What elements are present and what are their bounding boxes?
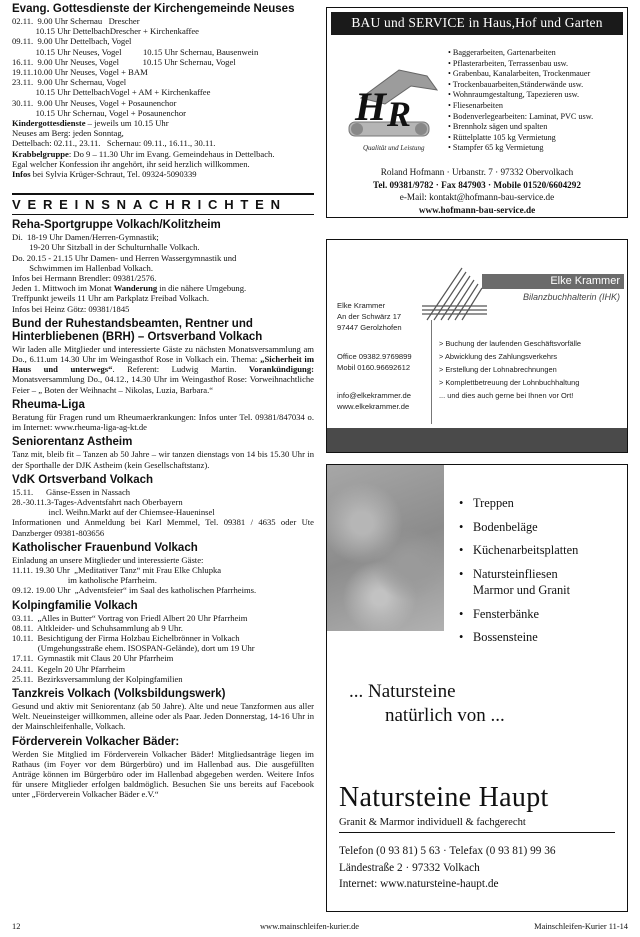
schedule-line: 02.11. 9.00 Uhr Schernau Drescher (12, 16, 140, 26)
krabbel-text: : Do 9 – 11.30 Uhr im Evang. Gemeindehaus in Dettelbach. (68, 148, 275, 159)
hofmann-website[interactable]: www.hofmann-bau-service.de (418, 204, 536, 215)
krammer-website[interactable]: www.elkekrammer.de (337, 402, 410, 411)
krammer-web (337, 390, 411, 412)
item-label: Fensterbänke (473, 606, 540, 621)
krammer-address (337, 300, 402, 333)
natursteine-slogan (349, 680, 505, 728)
svg-text:H: H (355, 84, 387, 129)
berg-line: Neuses am Berg: jeden Sonntag, (12, 128, 124, 139)
krammer-logo-icon (422, 262, 487, 322)
tanzkreis-text: Gesund und aktiv mit Seniorentanz (ab 50 Jahre). Alte und neue Tanzformen aus aller Welt. Neueinsteiger willkommen, alleine oder als Paar. Jeden Donnerstag, 14-16 Uhr in der Mainschleifenhalle, Volkach. (12, 700, 314, 732)
footer-issue: Mainschleifen-Kurier 11-14 (534, 922, 628, 931)
reha-line: Schwimmen im Hallenbad Volkach. (12, 262, 153, 273)
vdk-title: VdK Ortsverband Volkach (12, 473, 154, 486)
section-divider (12, 214, 314, 215)
divider (431, 320, 432, 424)
reha-wanderung-line (12, 283, 314, 293)
section-divider (12, 193, 314, 195)
infos-line (12, 169, 314, 179)
natursteine-contact (339, 843, 556, 893)
krammer-phones (337, 351, 412, 373)
senioren-section (12, 436, 314, 469)
kolping-line: (Umgehungsstraße ehem. ISOSPAN-Gelände), dort um 19 Uhr (12, 643, 255, 654)
natursteine-brand: Natursteine Haupt (339, 782, 549, 813)
kinder-label: Kindergottesdienste (12, 118, 86, 129)
schedule-line: 23.11. 9.00 Uhr Schernau, Vogel (12, 77, 127, 88)
reha-section (12, 219, 314, 314)
brh-title: Bund der Ruhestandsbeamten, Rentner und (12, 317, 253, 330)
rheuma-title: Rheuma-Liga (12, 398, 85, 411)
hofmann-ad (326, 7, 628, 218)
item-label: Bossensteine (473, 630, 538, 644)
hofmann-ad-header: BAU und SERVICE in Haus,Hof und Garten (331, 12, 623, 35)
item-label: Marmor und Granit (473, 583, 571, 597)
kolping-line: 17.11. Gymnastik mit Claus 20 Uhr Pfarrheim (12, 653, 174, 664)
schedule-line: 10.15 Uhr Neuses, Vogel 10.15 Uhr Schernau, Bausenwein (12, 46, 259, 57)
footer-url[interactable]: www.mainschleifen-kurier.de (260, 922, 359, 931)
rheuma-section (12, 399, 314, 432)
vorankuendigung-bold: Vorankündigung: (248, 364, 314, 375)
berg-line: Dettelbach: 02.11., 23.11. Schernau: 09.11., 16.11., 30.11. (12, 138, 216, 149)
brh-paragraph (12, 344, 314, 395)
foerderverein-title: Förderverein Volkacher Bäder: (12, 735, 180, 748)
item-label: Natursteinfliesen (473, 566, 558, 581)
gottesdienste-title: Evang. Gottesdienste der Kirchengemeinde Neuses (12, 3, 295, 15)
frauenbund-line: 11.11. 19.30 Uhr „Meditativer Tanz“ mit Frau Elke Chlupka (12, 564, 222, 575)
tanzkreis-title: Tanzkreis Volkach (Volksbildungswerk) (12, 687, 226, 700)
text-span: in die nähere Umgebung. (157, 283, 247, 294)
list-item: • Pflasterarbeiten, Terrassenbau usw. (448, 59, 593, 70)
kolping-line: 08.11. Altkleider- und Schuhsammlung ab 9 Uhr. (12, 622, 183, 633)
reha-title: Reha-Sportgruppe Volkach/Kolitzheim (12, 219, 221, 232)
vdk-text: Informationen und Anmeldung bei Karl Memmel, Tel. 09381 / 4635 oder Ute Danzberger 09381-803656 (12, 517, 314, 538)
address-line: Elke Krammer (337, 301, 386, 310)
gottesdienste-section (12, 3, 314, 179)
list-item: • Rüttelplatte 105 kg Vermietung (448, 133, 593, 144)
address-line: 97447 Gerolzhofen (337, 323, 402, 332)
frauenbund-line: im katholische Pfarrheim. (12, 575, 157, 586)
contact-line: Ländestraße 2 · 97332 Volkach (339, 861, 480, 874)
list-item: > Komplettbetreuung der Lohnbuchhaltung (439, 378, 580, 387)
left-column (12, 3, 314, 800)
thema-bold: „Sicherheit im Haus und unterwegs“ (12, 354, 314, 375)
vdk-section (12, 474, 314, 538)
reha-line: Treffpunkt jeweils 11 Uhr am Parkplatz Freibad Volkach. (12, 293, 209, 304)
divider (339, 832, 615, 833)
vereinsnachrichten-heading: VEREINSNACHRICHTEN (12, 197, 287, 213)
foerderverein-text: Werden Sie Mitglied im Förderverein Volkacher Bäder! Mitgliedsanträge liegen im Rathaus (im Foyer vor dem Bürgerbüro) und im Hallenbad aus. Die ausgefüllten Anträge können im Bürgerbüro oder im Hallenbad abgegeben werden. Weitere Infos für unsere Mitglieder erfolgen baldmöglich. Besuchen Sie uns bereits auf Facebook unter „Förderverein Volkacher Bäder e.V.“ (12, 748, 314, 800)
egal-line: Egal welcher Konfession ihr angehört, ihr seid herzlich willkommen. (12, 158, 250, 169)
reha-line: Do. 20.15 - 21.15 Uhr Damen- und Herren Wassergymnastik und (12, 252, 237, 263)
list-item: • Wohnraumgestaltung, Tapezieren usw. (448, 90, 593, 101)
item-label: Treppen (473, 496, 514, 510)
natursteine-subtitle: Granit & Marmor individuell & fachgerecht (339, 817, 526, 828)
kolping-line: 03.11. „Alles in Butter“ Vortrag von Friedl Albert 20 Uhr Pfarrheim (12, 612, 248, 623)
gottesdienste-schedule (12, 16, 314, 118)
page-number: 12 (12, 922, 21, 931)
list-item: • Bodenbeläge (459, 519, 538, 534)
list-item: • Brennholz sägen und spalten (448, 122, 593, 133)
foerderverein-section (12, 736, 314, 800)
kolping-title: Kolpingfamilie Volkach (12, 599, 138, 612)
infos-label: Infos (12, 169, 31, 180)
kolping-line: 10.11. Besichtigung der Firma Holzbau Eichelbrönner in Volkach (12, 632, 240, 643)
list-item: ... und dies auch gerne bei Ihnen vor Ort! (439, 391, 574, 400)
list-item: • Fensterbänke (459, 606, 540, 621)
phone-line: Office 09382.9769899 (337, 352, 412, 361)
krabbel-label: Krabbelgruppe (12, 148, 69, 159)
schedule-line: 09.11. 9.00 Uhr Dettelbach, Vogel (12, 36, 132, 47)
address-line: An der Schwärz 17 (337, 312, 402, 321)
reha-line: Di. 18-19 Uhr Damen/Herren-Gymnastik; (12, 232, 159, 243)
list-item: • Grabenbau, Kanalarbeiten, Trockenmauer (448, 69, 593, 80)
frauenbund-title: Katholischer Frauenbund Volkach (12, 541, 198, 554)
text-span: Referent: Ludwig Martin. (127, 364, 249, 375)
kolping-line: 25.11. Bezirksversammlung der Kolpingfamilien (12, 673, 183, 684)
reha-line: Infos bei Hermann Brendler: 09381/2576. (12, 273, 157, 284)
krammer-name-bar: Elke Krammer (482, 274, 624, 289)
kolping-line: 24.11. Kegeln 20 Uhr Pfarrheim (12, 663, 126, 674)
brh-section (12, 318, 314, 395)
natursteine-ad (326, 464, 628, 912)
list-item: • Fliesenarbeiten (448, 101, 593, 112)
tanzkreis-section (12, 688, 314, 732)
natursteine-website[interactable]: Internet: www.natursteine-haupt.de (339, 878, 499, 890)
slogan-line: ... Natursteine (349, 681, 456, 702)
vdk-line: 15.11. Gänse-Essen in Nassach (12, 486, 131, 497)
krammer-ad (326, 239, 628, 453)
frauenbund-line: Einladung an unsere Mitglieder und interessierte Gäste: (12, 554, 204, 565)
krabbel-line (12, 149, 314, 159)
list-item: • Treppen (459, 496, 514, 510)
krammer-bottom-bar (327, 428, 627, 452)
hofmann-address: Roland Hofmann · Urbanstr. 7 · 97332 Obervolkach (380, 167, 574, 177)
list-item: • Bossensteine (459, 630, 538, 644)
frauenbund-line: 09.12. 19.00 Uhr „Adventsfeier“ im Saal des katholischen Pfarrheims. (12, 585, 257, 596)
kinder-line (12, 118, 314, 128)
list-item: • Natursteinfliesen Marmor und Granit (459, 566, 571, 597)
hofmann-logo (341, 64, 445, 156)
hofmann-services-list (448, 48, 593, 154)
krammer-title: Bilanzbuchhalterin (IHK) (522, 292, 620, 302)
kinder-text: – jeweils um 10.15 Uhr (85, 118, 169, 129)
text-span: Wir laden alle Mitglieder und interessierte Gäste zu nächsten Monatsversammlung am Do., 6.11.um 14.30 Uhr im Weingasthof Rose in Volkach ein. Thema: (12, 343, 314, 365)
schedule-line: 16.11. 9.00 Uhr Neuses, Vogel 10.15 Uhr Schernau, Vogel (12, 56, 236, 67)
list-item: • Baggerarbeiten, Gartenarbeiten (448, 48, 593, 59)
rheuma-text: Beratung für Fragen rund um Rheumaerkrankungen: Infos unter Tel. 09381/847034 o. im Internet: www.rheuma-liga-ag-kt.de (12, 411, 314, 433)
contact-line: Telefon (0 93 81) 5 63 · Telefax (0 93 81) 99 36 (339, 845, 556, 857)
frauenbund-section (12, 542, 314, 596)
reha-line: Infos bei Heinz Götz: 09381/1845 (12, 303, 130, 314)
senioren-title: Seniorentanz Astheim (12, 436, 133, 449)
wanderung-bold: Wanderung (113, 283, 158, 294)
schedule-line: 19.11.10.00 Uhr Neuses, Vogel + BAM (12, 67, 148, 78)
text-span: . (112, 364, 115, 375)
schedule-line: 10.15 Uhr DettelbachVogel + AM + Kirchenkaffee (12, 87, 211, 98)
list-item: • Stampfer 65 kg Vermietung (448, 143, 593, 154)
senioren-text: Tanz mit, bleib fit – Tanzen ab 50 Jahre – wir tanzen dienstags von 14 bis 15.30 Uhr in der Sporthalle der DJK Astheim (kein Gesellschaftstanz). (12, 449, 314, 470)
schedule-line: 10.15 Uhr DettelbachDrescher + Kirchenkaffee (12, 26, 199, 37)
stone-texture-image (327, 465, 444, 631)
vdk-line: 28.-30.11.3-Tages-Adventsfahrt nach Oberbayern (12, 496, 183, 507)
text-span: Jeden 1. Mittwoch im Monat (12, 283, 114, 294)
list-item: > Buchung der laufenden Geschäftsvorfälle (439, 339, 581, 348)
svg-text:R: R (387, 94, 412, 134)
slogan-line: natürlich von ... (385, 705, 505, 726)
list-item: • Küchenarbeitsplatten (459, 543, 579, 557)
schedule-line: 30.11. 9.00 Uhr Neuses, Vogel + Posaunenchor (12, 97, 177, 108)
hofmann-email[interactable]: e-Mail: kontakt@hofmann-bau-service.de (399, 192, 555, 203)
item-label: Küchenarbeitsplatten (473, 543, 579, 557)
list-item: > Abwicklung des Zahlungsverkehrs (439, 352, 558, 361)
infos-text: bei Sylvia Krüger-Schraut, Tel. 09324-5090339 (30, 169, 197, 180)
phone-line: Mobil 0160.96692612 (337, 363, 411, 372)
hofmann-contact (327, 166, 627, 216)
reha-line: 19-20 Uhr Sitzball in der Schulturnhalle Volkach. (12, 242, 200, 253)
list-item: • Trockenbauarbeiten,Ständerwände usw. (448, 80, 593, 91)
kolping-section (12, 600, 314, 684)
vdk-line: incl. Weihn.Markt auf der Chiemsee-Haueninsel (12, 507, 215, 518)
krammer-email[interactable]: info@elkekrammer.de (337, 391, 411, 400)
item-label: Bodenbeläge (473, 519, 538, 534)
list-item: • Bodenverlegearbeiten: Laminat, PVC usw. (448, 112, 593, 123)
krammer-services-list (439, 337, 581, 402)
schedule-line: 10.15 Uhr Schernau, Vogel + Posaunenchor (12, 107, 186, 118)
text-span: Monatsversammlung Do., 04.12., 14.30 Uhr im Weingasthof Rose: Vorweihnachtliche Feier – „ Boten der Weihnacht – Nikolas, Luzia, Barbara.“ (12, 374, 314, 395)
brh-title: Hinterbliebenen (BRH) – Ortsverband Volkach (12, 330, 263, 343)
svg-text:Qualität und Leistung: Qualität und Leistung (363, 144, 425, 152)
natursteine-products-list (459, 495, 578, 646)
list-item: > Erstellung der Lohnabrechnungen (439, 365, 557, 374)
hofmann-phone: Tel. 09381/9782 · Fax 847903 · Mobile 01520/6604292 (373, 179, 581, 190)
